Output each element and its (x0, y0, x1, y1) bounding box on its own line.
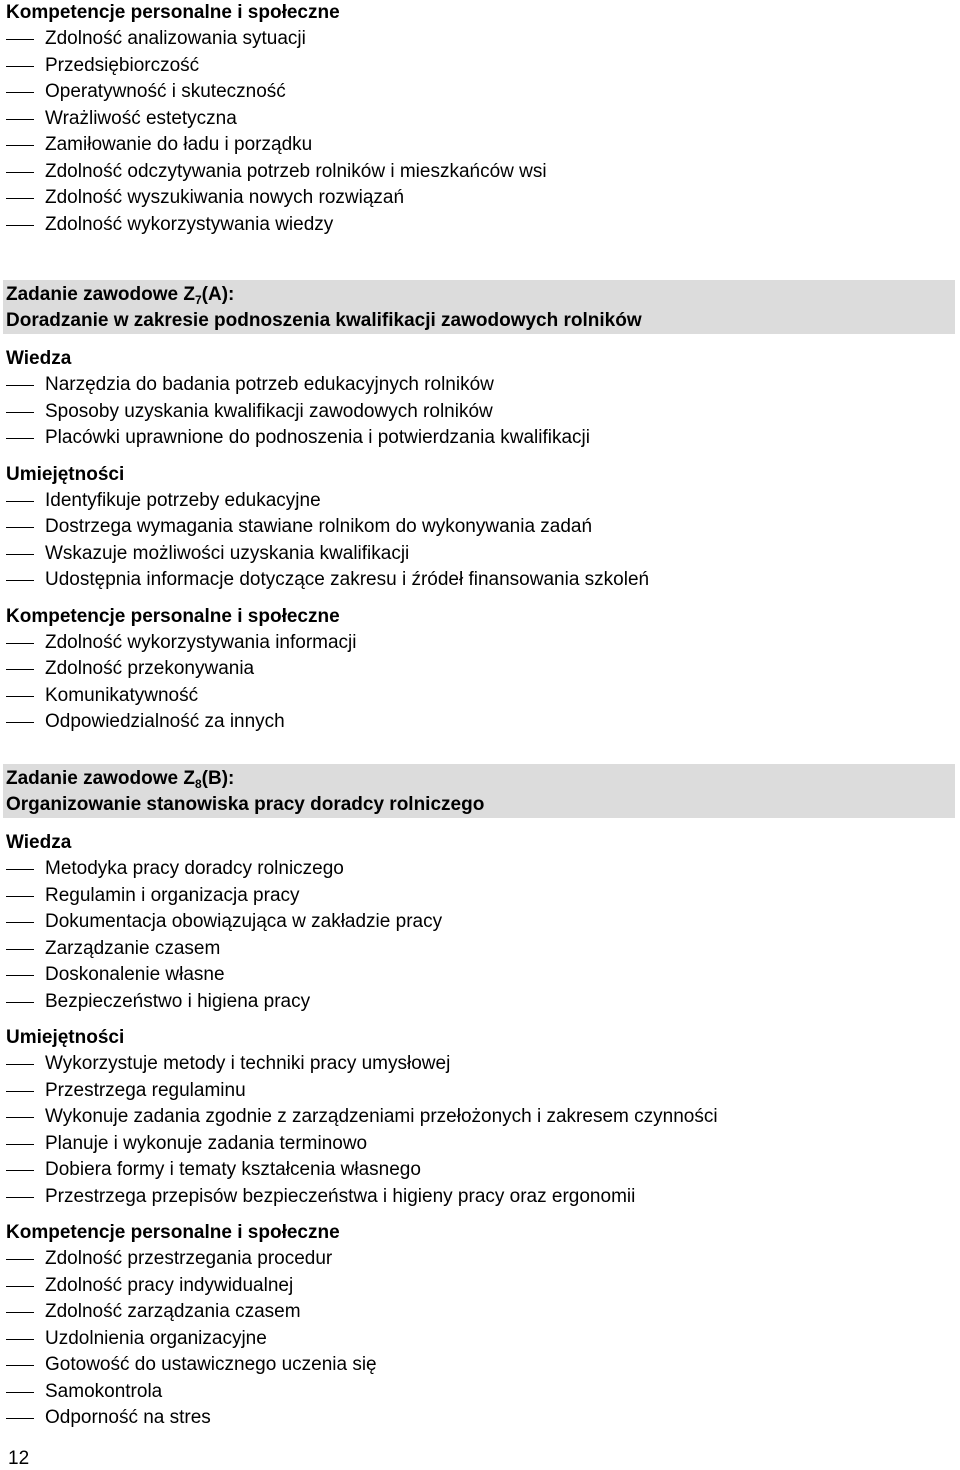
dash-bullet-icon (6, 554, 34, 555)
dash-bullet-icon (6, 1091, 34, 1092)
list-item-text: Odpowiedzialność za innych (45, 711, 285, 732)
list-item-text: Uzdolnienia organizacyjne (45, 1327, 267, 1349)
list-item (0, 488, 960, 515)
list-item-text: Udostępnia informacje dotyczące zakresu i źródeł finansowania szkoleń (45, 569, 650, 590)
list-item-text: Przedsiębiorczość (45, 54, 200, 76)
task-header (3, 280, 955, 334)
list-item-text: Identyfikuje potrzeby edukacyjne (45, 489, 321, 511)
dash-bullet-icon (6, 643, 34, 644)
list-item-text: Dostrzega wymagania stawiane rolnikom do wykonywania zadań (45, 516, 593, 537)
list-item (0, 1379, 960, 1406)
dash-bullet-icon (6, 580, 34, 581)
dash-bullet-icon (6, 896, 34, 897)
dash-bullet-icon (6, 1144, 34, 1145)
dash-bullet-icon (6, 1064, 34, 1065)
dash-bullet-icon (6, 1002, 34, 1003)
list-item-text: Wykorzystuje metody i techniki pracy umysłowej (45, 1053, 451, 1074)
list-item (0, 26, 960, 53)
list-item (0, 1299, 960, 1326)
list-item (0, 53, 960, 80)
list-item (0, 1078, 960, 1105)
bullet-list (0, 488, 960, 594)
section-heading-umiejetnosci: Umiejętności (6, 463, 125, 485)
list-item (0, 989, 960, 1016)
task-title-subscript: 7 (194, 293, 202, 307)
dash-bullet-icon (6, 1339, 34, 1340)
task-title-prefix: Zadanie zawodowe Z (6, 768, 195, 789)
list-item (0, 106, 960, 133)
list-item (0, 541, 960, 568)
list-item (0, 1131, 960, 1158)
list-item (0, 1104, 960, 1131)
list-item-text: Narzędzia do badania potrzeb edukacyjnych rolników (45, 374, 494, 395)
list-item (0, 514, 960, 541)
dash-bullet-icon (6, 438, 34, 439)
dash-bullet-icon (6, 1365, 34, 1366)
list-item (0, 1326, 960, 1353)
dash-bullet-icon (6, 949, 34, 950)
list-item-text: Dobiera formy i tematy kształcenia własnego (45, 1159, 421, 1180)
list-item-text: Metodyka pracy doradcy rolniczego (45, 858, 344, 879)
list-item (0, 936, 960, 963)
list-item-text: Wrażliwość estetyczna (45, 107, 237, 129)
list-item-text: Dokumentacja obowiązująca w zakładzie pracy (45, 911, 443, 932)
list-item (0, 79, 960, 106)
list-item-text: Zdolność wyszukiwania nowych rozwiązań (45, 187, 405, 208)
list-item-text: Komunikatywność (45, 684, 199, 706)
dash-bullet-icon (6, 501, 34, 502)
task-title-suffix: (B): (201, 768, 235, 789)
task-z8 (0, 764, 960, 1432)
list-item (0, 1246, 960, 1273)
list-item-text: Zdolność wykorzystywania informacji (45, 631, 357, 653)
task-subtitle: Doradzanie w zakresie podnoszenia kwalifikacji zawodowych rolników (6, 310, 642, 331)
dash-bullet-icon (6, 1117, 34, 1118)
list-item-text: Zdolność odczytywania potrzeb rolników i mieszkańców wsi (45, 160, 547, 182)
dash-bullet-icon (6, 722, 34, 723)
list-item-text: Wskazuje możliwości uzyskania kwalifikacji (45, 542, 410, 564)
section-heading: Kompetencje personalne i społeczne (6, 2, 340, 23)
list-item-text: Doskonalenie własne (45, 964, 225, 985)
bullet-list (0, 1246, 960, 1432)
dash-bullet-icon (6, 92, 34, 93)
dash-bullet-icon (6, 66, 34, 67)
list-item (0, 185, 960, 212)
list-item-text: Odporność na stres (45, 1407, 211, 1428)
dash-bullet-icon (6, 975, 34, 976)
task-z7 (0, 280, 960, 736)
dash-bullet-icon (6, 145, 34, 146)
dash-bullet-icon (6, 39, 34, 40)
list-item-text: Zdolność przestrzegania procedur (45, 1248, 333, 1269)
dash-bullet-icon (6, 869, 34, 870)
section-heading-kompetencje: Kompetencje personalne i społeczne (6, 605, 340, 627)
list-item-text: Przestrzega przepisów bezpieczeństwa i higieny pracy oraz ergonomii (45, 1185, 636, 1207)
list-item-text: Planuje i wykonuje zadania terminowo (45, 1132, 368, 1154)
list-item-text: Regulamin i organizacja pracy (45, 884, 300, 906)
dash-bullet-icon (6, 225, 34, 226)
list-item (0, 909, 960, 936)
list-item-text: Zdolność zarządzania czasem (45, 1301, 301, 1322)
list-item (0, 425, 960, 452)
list-item (0, 1184, 960, 1211)
list-item (0, 709, 960, 736)
task-title (6, 766, 955, 792)
task-title-prefix: Zadanie zawodowe Z (6, 284, 195, 305)
list-item (0, 1405, 960, 1432)
bullet-list (0, 372, 960, 452)
list-item (0, 1352, 960, 1379)
list-item-text: Zdolność pracy indywidualnej (45, 1274, 294, 1296)
list-item-text: Zamiłowanie do ładu i porządku (45, 134, 313, 155)
task-title (6, 282, 955, 308)
list-item-text: Sposoby uzyskania kwalifikacji zawodowych rolników (45, 400, 493, 422)
list-item (0, 1273, 960, 1300)
section-heading-wiedza: Wiedza (6, 348, 72, 369)
list-item-text: Wykonuje zadania zgodnie z zarządzeniami przełożonych i zakresem czynności (45, 1106, 718, 1127)
list-item-text: Gotowość do ustawicznego uczenia się (45, 1354, 377, 1375)
list-item (0, 159, 960, 186)
list-item (0, 683, 960, 710)
dash-bullet-icon (6, 172, 34, 173)
list-item (0, 962, 960, 989)
dash-bullet-icon (6, 1170, 34, 1171)
list-item (0, 1157, 960, 1184)
list-item (0, 630, 960, 657)
dash-bullet-icon (6, 1418, 34, 1419)
dash-bullet-icon (6, 198, 34, 199)
list-item (0, 567, 960, 594)
list-item (0, 883, 960, 910)
dash-bullet-icon (6, 1259, 34, 1260)
list-item-text: Przestrzega regulaminu (45, 1079, 246, 1101)
section-heading-kompetencje: Kompetencje personalne i społeczne (6, 1222, 340, 1243)
list-item-text: Zarządzanie czasem (45, 937, 221, 959)
dash-bullet-icon (6, 922, 34, 923)
dash-bullet-icon (6, 385, 34, 386)
list-item-text: Samokontrola (45, 1380, 163, 1402)
list-item (0, 132, 960, 159)
bullet-list (0, 26, 960, 238)
list-item-text: Zdolność wykorzystywania wiedzy (45, 213, 334, 235)
bullet-list (0, 630, 960, 736)
bullet-list (0, 856, 960, 1015)
dash-bullet-icon (6, 1286, 34, 1287)
list-item (0, 1051, 960, 1078)
section-heading-umiejetnosci: Umiejętności (6, 1027, 125, 1048)
list-item (0, 856, 960, 883)
dash-bullet-icon (6, 1312, 34, 1313)
dash-bullet-icon (6, 696, 34, 697)
list-item (0, 399, 960, 426)
list-item-text: Placówki uprawnione do podnoszenia i potwierdzania kwalifikacji (45, 427, 590, 448)
dash-bullet-icon (6, 1392, 34, 1393)
bullet-list (0, 1051, 960, 1210)
list-item (0, 372, 960, 399)
list-item (0, 656, 960, 683)
section-heading-wiedza: Wiedza (6, 832, 72, 853)
dash-bullet-icon (6, 1197, 34, 1198)
dash-bullet-icon (6, 669, 34, 670)
list-item-text: Bezpieczeństwo i higiena pracy (45, 990, 311, 1012)
dash-bullet-icon (6, 527, 34, 528)
task-title-subscript: 8 (194, 777, 202, 791)
list-item (0, 212, 960, 239)
list-item-text: Zdolność przekonywania (45, 658, 255, 679)
dash-bullet-icon (6, 119, 34, 120)
dash-bullet-icon (6, 412, 34, 413)
list-item-text: Zdolność analizowania sytuacji (45, 28, 306, 49)
page-number: 12 (8, 1448, 30, 1469)
task-subtitle: Organizowanie stanowiska pracy doradcy rolniczego (6, 794, 485, 815)
task-header (3, 764, 955, 818)
list-item-text: Operatywność i skuteczność (45, 81, 286, 102)
section-top (0, 0, 960, 238)
task-title-suffix: (A): (201, 284, 235, 305)
